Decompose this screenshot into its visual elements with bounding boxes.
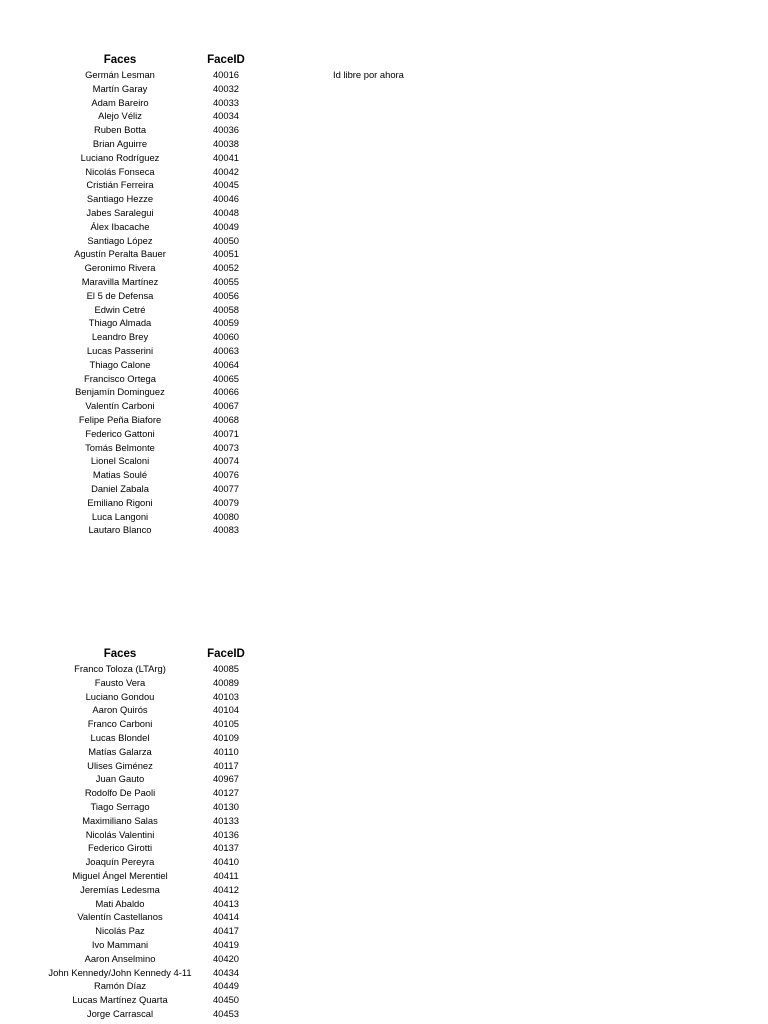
face-name-cell[interactable]: Nicolás Valentini xyxy=(85,828,155,840)
face-id-cell[interactable]: 40016 xyxy=(212,69,240,80)
table-row xyxy=(40,123,260,137)
face-id-cell[interactable]: 40066 xyxy=(212,386,240,398)
faces-table-1 xyxy=(40,52,260,537)
header-row xyxy=(40,52,260,68)
table-row xyxy=(40,220,260,234)
face-name-cell[interactable]: Aaron Quirós xyxy=(92,704,148,716)
face-name-cell[interactable]: Jorge Carrascal xyxy=(86,1007,154,1019)
face-name-cell[interactable]: Ramón Díaz xyxy=(93,980,147,992)
face-id-cell[interactable]: 40034 xyxy=(212,110,240,122)
face-name-cell[interactable]: Daniel Zabala xyxy=(91,482,149,494)
table-row xyxy=(40,938,260,952)
table-row xyxy=(40,206,260,220)
table-row xyxy=(40,358,260,372)
table-row xyxy=(40,385,260,399)
face-id-cell[interactable]: 40085 xyxy=(212,663,240,674)
table-row xyxy=(40,952,260,966)
face-name-cell[interactable]: Benjamín Dominguez xyxy=(75,386,165,398)
face-id-cell[interactable]: 40412 xyxy=(212,883,240,895)
table-row xyxy=(40,703,260,717)
face-id-cell[interactable]: 40065 xyxy=(212,372,240,384)
face-id-cell[interactable]: 40038 xyxy=(212,137,240,149)
face-name-cell[interactable]: Lionel Scaloni xyxy=(90,455,150,467)
face-id-cell[interactable]: 40104 xyxy=(212,704,240,716)
face-name-cell[interactable]: John Kennedy/John Kennedy 4-11 xyxy=(48,966,192,978)
face-id-cell[interactable]: 40067 xyxy=(212,400,240,412)
face-name-cell[interactable]: Valentín Carboni xyxy=(85,400,155,412)
face-id-cell[interactable]: 40071 xyxy=(212,427,240,439)
table-row xyxy=(40,717,260,731)
face-id-cell[interactable]: 40117 xyxy=(213,759,239,771)
face-name-cell[interactable]: Jeremías Ledesma xyxy=(80,883,160,895)
table-row xyxy=(40,855,260,869)
face-name-cell[interactable]: Valentín Castellanos xyxy=(77,911,163,923)
face-name-cell[interactable]: Joaquín Pereyra xyxy=(85,856,155,868)
face-id-cell[interactable]: 40110 xyxy=(213,745,239,757)
free-id-note[interactable]: Id libre por ahora xyxy=(333,69,404,80)
face-id-cell[interactable]: 40410 xyxy=(212,856,240,868)
face-id-cell[interactable]: 40036 xyxy=(212,124,240,136)
face-name-cell[interactable]: Miguel Ángel Merentiel xyxy=(72,869,168,881)
face-name-cell[interactable]: Lautaro Blanco xyxy=(88,524,152,536)
face-name-cell[interactable]: Felipe Peña Biafore xyxy=(78,413,162,425)
table-row xyxy=(40,468,260,482)
face-id-cell[interactable]: 40052 xyxy=(212,262,240,274)
table-row xyxy=(40,454,260,468)
table-row xyxy=(40,910,260,924)
header-row xyxy=(40,646,260,662)
table-row xyxy=(40,772,260,786)
column-header-faces[interactable]: Faces xyxy=(103,54,137,66)
faces-table-2 xyxy=(40,646,260,1021)
face-id-cell[interactable]: 40103 xyxy=(212,690,240,702)
table-row xyxy=(40,330,260,344)
face-id-cell[interactable]: 40077 xyxy=(212,482,240,494)
table-row xyxy=(40,261,260,275)
face-id-cell[interactable]: 40059 xyxy=(212,317,240,329)
face-id-cell[interactable]: 40058 xyxy=(212,303,240,315)
table-row xyxy=(40,496,260,510)
face-id-cell[interactable]: 40076 xyxy=(212,469,240,481)
face-name-cell[interactable]: Thiago Almada xyxy=(88,317,152,329)
face-name-cell[interactable]: Franco Toloza (LTArg) xyxy=(74,663,166,674)
table-row xyxy=(40,662,260,676)
face-name-cell[interactable]: Cristián Ferreira xyxy=(86,179,154,191)
face-name-cell[interactable]: Luciano Gondou xyxy=(85,690,155,702)
face-name-cell[interactable]: Adam Bareiro xyxy=(91,96,149,108)
face-id-cell[interactable]: 40434 xyxy=(212,966,240,978)
face-id-cell[interactable]: 40137 xyxy=(212,842,240,854)
table-row xyxy=(40,289,260,303)
face-id-cell[interactable]: 40046 xyxy=(212,193,240,205)
table-row xyxy=(40,814,260,828)
face-name-cell[interactable]: Thiago Calone xyxy=(89,358,151,370)
face-name-cell[interactable]: Lucas Martínez Quarta xyxy=(72,994,168,1006)
table-row xyxy=(40,413,260,427)
face-name-cell[interactable]: Tomás Belmonte xyxy=(85,441,155,453)
table-row xyxy=(40,344,260,358)
face-name-cell[interactable]: Emiliano Rigoni xyxy=(87,496,153,508)
table-row xyxy=(40,731,260,745)
column-header-faceid[interactable]: FaceID xyxy=(207,648,245,660)
face-name-cell[interactable]: Tiago Serrago xyxy=(90,800,150,812)
table-row xyxy=(40,441,260,455)
table-row xyxy=(40,109,260,123)
face-id-cell[interactable]: 40080 xyxy=(212,510,240,522)
face-id-cell[interactable]: 40042 xyxy=(212,165,240,177)
face-id-cell[interactable]: 40420 xyxy=(212,952,240,964)
face-id-cell[interactable]: 40063 xyxy=(212,344,240,356)
face-id-cell[interactable]: 40073 xyxy=(212,441,240,453)
face-id-cell[interactable]: 40079 xyxy=(212,496,240,508)
table-row xyxy=(40,883,260,897)
face-id-cell[interactable]: 40083 xyxy=(212,524,240,536)
face-name-cell[interactable]: Franco Carboni xyxy=(87,718,153,730)
face-name-cell[interactable]: Lucas Blondel xyxy=(90,731,150,743)
table-row xyxy=(40,979,260,993)
table-row xyxy=(40,96,260,110)
table-row xyxy=(40,993,260,1007)
face-name-cell[interactable]: Ulises Giménez xyxy=(87,759,153,771)
face-name-cell[interactable]: Martín Garay xyxy=(92,82,148,94)
face-name-cell[interactable]: Leandro Brey xyxy=(91,331,149,343)
table-row xyxy=(40,68,260,82)
face-name-cell[interactable]: Federico Gattoni xyxy=(85,427,155,439)
column-header-faceid[interactable]: FaceID xyxy=(207,54,245,66)
face-name-cell[interactable]: Geronimo Rivera xyxy=(84,262,156,274)
face-id-cell[interactable]: 40127 xyxy=(212,787,240,799)
table-row xyxy=(40,192,260,206)
table-row xyxy=(40,427,260,441)
table-row xyxy=(40,841,260,855)
face-name-cell[interactable]: Francisco Ortega xyxy=(84,372,156,384)
table-row xyxy=(40,316,260,330)
face-name-cell[interactable]: El 5 de Defensa xyxy=(86,289,154,301)
face-id-cell[interactable]: 40130 xyxy=(212,800,240,812)
table-row xyxy=(40,869,260,883)
face-name-cell[interactable]: Jabes Saralegui xyxy=(86,206,154,218)
face-name-cell[interactable]: Álex Ibacache xyxy=(90,220,150,232)
face-id-cell[interactable]: 40045 xyxy=(212,179,240,191)
face-name-cell[interactable]: Nicolás Paz xyxy=(95,925,145,937)
table-row xyxy=(40,510,260,524)
face-id-cell[interactable]: 40109 xyxy=(212,731,240,743)
face-name-cell[interactable]: Santiago López xyxy=(87,234,153,246)
face-id-cell[interactable]: 40049 xyxy=(212,220,240,232)
face-id-cell[interactable]: 40089 xyxy=(212,676,240,688)
table-row xyxy=(40,482,260,496)
face-id-cell[interactable]: 40414 xyxy=(212,911,240,923)
table-row xyxy=(40,966,260,980)
face-name-cell[interactable]: Maravilla Martínez xyxy=(81,275,159,287)
face-name-cell[interactable]: Santiago Hezze xyxy=(86,193,154,205)
face-name-cell[interactable]: Rodolfo De Paoli xyxy=(84,787,156,799)
table-row xyxy=(40,523,260,537)
table-row xyxy=(40,178,260,192)
face-name-cell[interactable]: Federico Girotti xyxy=(87,842,153,854)
table-row xyxy=(40,275,260,289)
face-id-cell[interactable]: 40055 xyxy=(212,275,240,287)
table-row xyxy=(40,828,260,842)
table-row xyxy=(40,247,260,261)
face-name-cell[interactable]: Maximiliano Salas xyxy=(82,814,158,826)
face-id-cell[interactable]: 40967 xyxy=(212,773,240,785)
face-id-cell[interactable]: 40449 xyxy=(212,980,240,992)
face-name-cell[interactable]: Agustín Peralta Bauer xyxy=(74,248,166,260)
table-row xyxy=(40,897,260,911)
face-id-cell[interactable]: 40050 xyxy=(212,234,240,246)
table-row xyxy=(40,151,260,165)
face-id-cell[interactable]: 40453 xyxy=(212,1007,240,1019)
face-id-cell[interactable]: 40051 xyxy=(212,248,240,260)
face-name-cell[interactable]: Alejo Véliz xyxy=(98,110,142,122)
table-row xyxy=(40,137,260,151)
face-id-cell[interactable]: 40133 xyxy=(212,814,240,826)
face-id-cell[interactable]: 40060 xyxy=(212,331,240,343)
face-name-cell[interactable]: Ivo Mammani xyxy=(91,938,149,950)
table-row xyxy=(40,924,260,938)
face-id-cell[interactable]: 40413 xyxy=(212,897,240,909)
face-name-cell[interactable]: Fausto Vera xyxy=(94,676,146,688)
table-row xyxy=(40,690,260,704)
table-row xyxy=(40,303,260,317)
column-header-faces[interactable]: Faces xyxy=(103,648,137,660)
face-id-cell[interactable]: 40033 xyxy=(212,96,240,108)
face-name-cell[interactable]: Edwin Cetré xyxy=(94,303,146,315)
face-id-cell[interactable]: 40136 xyxy=(212,828,240,840)
face-id-cell[interactable]: 40105 xyxy=(212,718,240,730)
face-name-cell[interactable]: Matías Galarza xyxy=(88,745,152,757)
face-id-cell[interactable]: 40419 xyxy=(212,938,240,950)
face-name-cell[interactable]: Nicolás Fonseca xyxy=(85,165,155,177)
face-id-cell[interactable]: 40417 xyxy=(212,925,240,937)
table-row xyxy=(40,399,260,413)
face-id-cell[interactable]: 40450 xyxy=(212,994,240,1006)
table-body xyxy=(40,662,260,1021)
face-name-cell[interactable]: Luciano Rodríguez xyxy=(80,151,160,163)
face-id-cell[interactable]: 40068 xyxy=(212,413,240,425)
table-row xyxy=(40,82,260,96)
face-name-cell[interactable]: Aaron Anselmino xyxy=(84,952,156,964)
table-row xyxy=(40,372,260,386)
face-id-cell[interactable]: 40064 xyxy=(212,358,240,370)
face-id-cell[interactable]: 40074 xyxy=(212,455,240,467)
table-row xyxy=(40,165,260,179)
face-id-cell[interactable]: 40056 xyxy=(212,289,240,301)
table-row xyxy=(40,786,260,800)
table-row xyxy=(40,800,260,814)
face-name-cell[interactable]: Juan Gauto xyxy=(95,773,145,785)
face-name-cell[interactable]: Lucas Passerini xyxy=(86,344,154,356)
face-name-cell[interactable]: Mati Abaldo xyxy=(95,897,145,909)
face-id-cell[interactable]: 40411 xyxy=(213,869,239,881)
face-name-cell[interactable]: Brian Aguirre xyxy=(92,137,148,149)
face-name-cell[interactable]: Germán Lesman xyxy=(85,69,155,80)
table-row xyxy=(40,234,260,248)
table-row xyxy=(40,1007,260,1021)
table-body xyxy=(40,68,260,537)
table-row xyxy=(40,759,260,773)
face-id-cell[interactable]: 40032 xyxy=(212,82,240,94)
face-name-cell[interactable]: Luca Langoni xyxy=(91,510,149,522)
face-id-cell[interactable]: 40041 xyxy=(212,151,240,163)
face-name-cell[interactable]: Ruben Botta xyxy=(93,124,147,136)
face-name-cell[interactable]: Matias Soulé xyxy=(92,469,148,481)
table-row xyxy=(40,676,260,690)
face-id-cell[interactable]: 40048 xyxy=(212,206,240,218)
table-row xyxy=(40,745,260,759)
